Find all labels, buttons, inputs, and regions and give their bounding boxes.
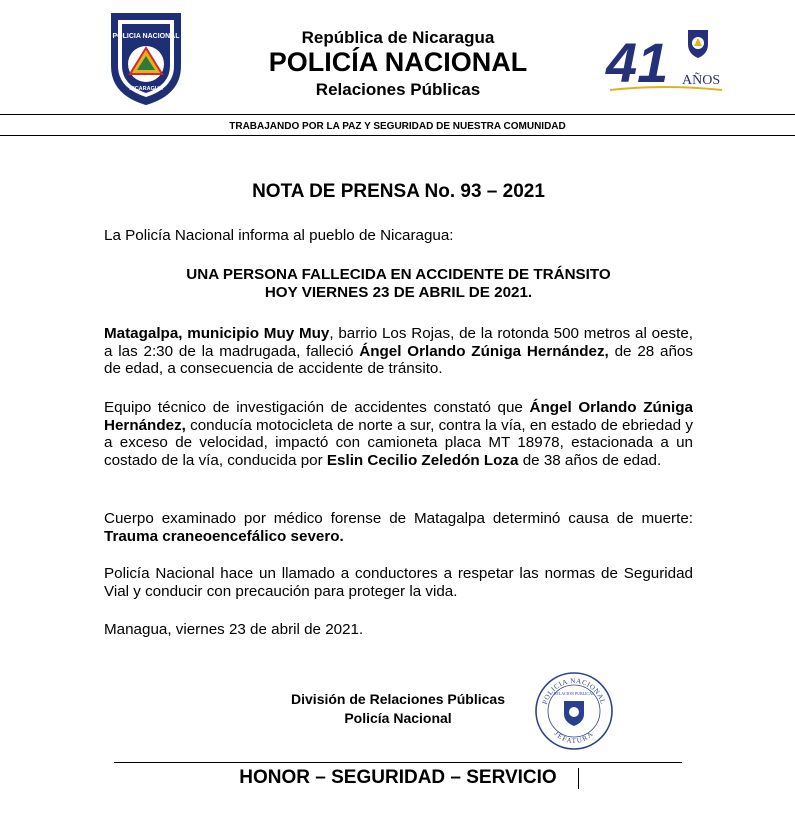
p1-location: Matagalpa, municipio Muy Muy	[104, 325, 330, 342]
headline-line-1: UNA PERSONA FALLECIDA EN ACCIDENTE DE TRÁNSITO	[186, 266, 611, 283]
svg-text:RELACION PUBLICAS: RELACION PUBLICAS	[553, 691, 595, 696]
svg-text:JEFATURA: JEFATURA	[552, 729, 596, 746]
header-motto: TRABAJANDO POR LA PAZ Y SEGURIDAD DE NUESTRA COMUNIDAD	[229, 121, 566, 132]
jefatura-stamp	[533, 670, 615, 752]
p1-text-1: , barrio Los Rojas, de la rotonda 500 metros al oeste, a las 2:30 de la madrugada, falleció	[104, 325, 693, 360]
p1-victim-name: Ángel Orlando Zúniga Hernández,	[359, 342, 609, 360]
svg-text:41: 41	[606, 31, 669, 94]
paragraph-2	[104, 399, 693, 469]
header-department: Relaciones Públicas	[315, 80, 481, 99]
p3-text-1: Cuerpo examinado por médico forense de Matagalpa determinó causa de muerte:	[104, 510, 693, 527]
header-institution: POLICÍA NACIONAL	[268, 47, 528, 77]
header-rule-bottom	[0, 135, 795, 136]
svg-text:AÑOS: AÑOS	[682, 73, 721, 88]
header-country: República de Nicaragua	[301, 28, 495, 47]
signature-institution: Policía Nacional	[344, 710, 452, 726]
p2-text-1: Equipo técnico de investigación de accidentes constató que	[104, 399, 530, 416]
header-rule-top	[0, 114, 795, 115]
headline	[104, 266, 693, 301]
footer-rule	[114, 762, 682, 763]
p2-text-2: conducía motocicleta de norte a sur, contra la vía, en estado de ebriedad y a exceso de velocidad, impactó con camioneta placa MT 18978, estacionada a un costado de la vía, conducida por	[104, 416, 693, 469]
paragraph-3	[104, 510, 693, 545]
press-release-title: NOTA DE PRENSA No. 93 – 2021	[252, 181, 545, 202]
svg-text:POLICIA NACIONAL: POLICIA NACIONAL	[540, 676, 608, 706]
p2-victim-name: Ángel Orlando Zúniga Hernández,	[104, 399, 694, 434]
paragraph-4: Policía Nacional hace un llamado a conductores a respetar las normas de Seguridad Vial y conducir con precaución para proteger la vida.	[104, 565, 693, 600]
p3-cause: Trauma craneoencefálico severo.	[104, 527, 344, 545]
headline-line-2: HOY VIERNES 23 DE ABRIL DE 2021.	[264, 283, 533, 301]
svg-text:POLICIA NACIONAL: POLICIA NACIONAL	[112, 33, 180, 40]
41-anos-anniversary-logo	[604, 24, 726, 96]
p2-text-3: de 38 años de edad.	[518, 451, 662, 469]
svg-text:NICARAGUA: NICARAGUA	[129, 86, 163, 92]
footer-motto: HONOR – SEGURIDAD – SERVICIO	[239, 767, 557, 788]
text-cursor	[578, 768, 579, 789]
policia-nacional-shield-logo	[108, 10, 184, 106]
p1-text-2: de 28 años de edad, a consecuencia de accidente de tránsito.	[104, 342, 693, 377]
place-date: Managua, viernes 23 de abril de 2021.	[104, 621, 364, 638]
signature-division: División de Relaciones Públicas	[291, 691, 505, 707]
p2-driver-name: Eslin Cecilio Zeledón Loza	[326, 451, 519, 469]
intro-text: La Policía Nacional informa al pueblo de Nicaragua:	[104, 227, 454, 244]
paragraph-1	[104, 325, 693, 378]
